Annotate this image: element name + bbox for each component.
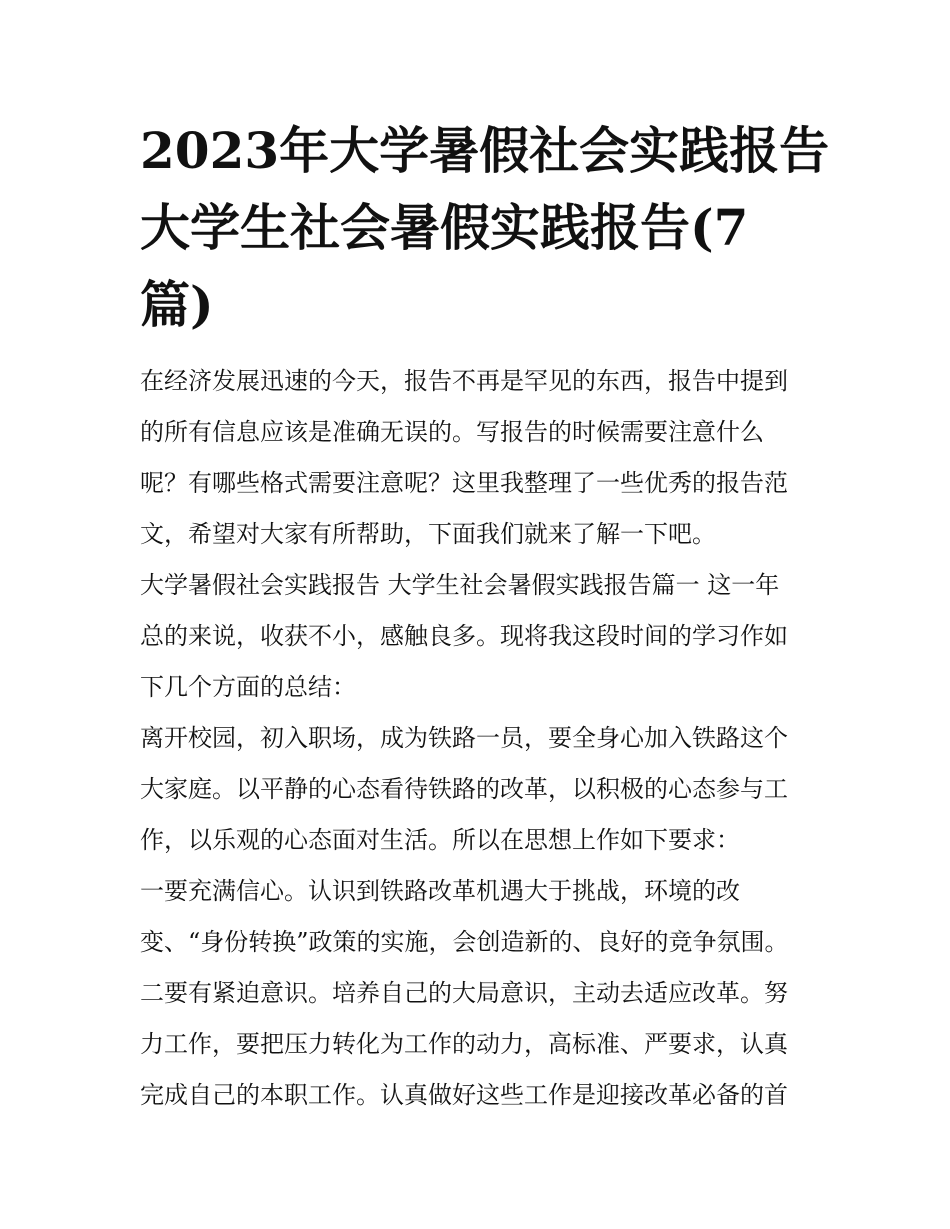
body-line: 下几个方面的总结： [140,673,356,701]
body-line: 大学暑假社会实践报告 大学生社会暑假实践报告篇一 这一年 [140,571,780,599]
body-line: 力工作，要把压力转化为工作的动力，高标准、严要求，认真 [140,1030,788,1058]
body-line: 总的来说，收获不小，感触良多。现将我这段时间的学习作如 [140,622,788,650]
body-line: 作，以乐观的心态面对生活。所以在思想上作如下要求： [140,826,740,854]
body-line: 完成自己的本职工作。认真做好这些工作是迎接改革必备的首 [140,1081,788,1109]
body-line: 大家庭。以平静的心态看待铁路的改革，以积极的心态参与工 [140,775,788,803]
body-line: 文，希望对大家有所帮助，下面我们就来了解一下吧。 [140,520,716,548]
title-line-3: 篇) [140,275,214,334]
body-line: 离开校园，初入职场，成为铁路一员，要全身心加入铁路这个 [140,724,788,752]
document-title [140,112,830,343]
body-line: 的所有信息应该是准确无误的。写报告的时候需要注意什么 [140,418,764,446]
document-body [140,356,830,1121]
body-line: 二要有紧迫意识。培养自己的大局意识，主动去适应改革。努 [140,979,788,1007]
body-line: 一要充满信心。认识到铁路改革机遇大于挑战，环境的改 [140,877,740,905]
body-line: 呢？有哪些格式需要注意呢？这里我整理了一些优秀的报告范 [140,469,788,497]
title-line-1: 2023年大学暑假社会实践报告 [140,121,830,180]
title-line-2: 大学生社会暑假实践报告(7 [140,198,749,257]
body-line: 在经济发展迅速的今天，报告不再是罕见的东西，报告中提到 [140,367,788,395]
body-line: 变、“身份转换”政策的实施，会创造新的、良好的竞争氛围。 [140,928,789,956]
